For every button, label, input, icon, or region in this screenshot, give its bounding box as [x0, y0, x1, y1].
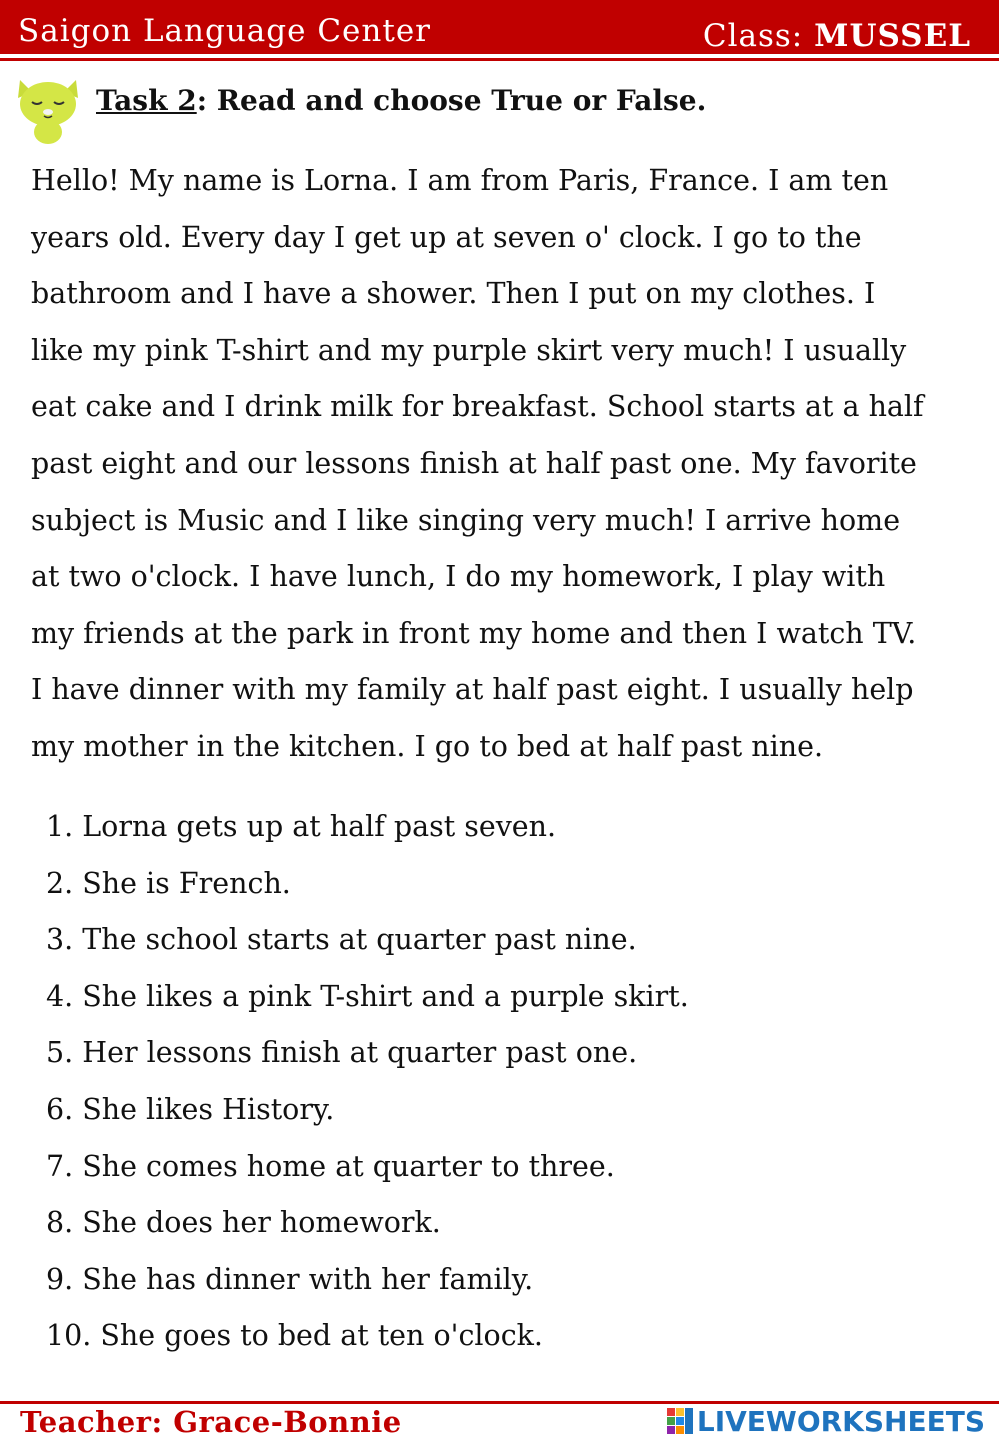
passage-line: eat cake and I drink milk for breakfast. School starts at a half: [31, 390, 924, 424]
class-value: MUSSEL: [814, 18, 971, 54]
question-item: 3. The school starts at quarter past nine.: [46, 923, 637, 957]
reading-passage: [31, 153, 991, 776]
question-item: 5. Her lessons finish at quarter past one.: [46, 1036, 638, 1070]
question-item: 9. She has dinner with her family.: [46, 1262, 534, 1296]
passage-line: Hello! My name is Lorna. I am from Paris, France. I am ten: [31, 164, 889, 197]
question-item: 10. She goes to bed at ten o'clock.: [46, 1319, 543, 1353]
task-instruction: : Read and choose True or False.: [196, 84, 707, 117]
passage-line: past eight and our lessons finish at half past one. My favorite: [31, 446, 917, 480]
question-item: 6. She likes History.: [46, 1092, 335, 1126]
liveworksheets-logo-icon: [667, 1408, 693, 1434]
liveworksheets-brand[interactable]: [667, 1405, 985, 1437]
question-item: 1. Lorna gets up at half past seven.: [46, 810, 557, 843]
passage-line: subject is Music and I like singing very much! I arrive home: [31, 503, 901, 537]
passage-line: bathroom and I have a shower. Then I put on my clothes. I: [31, 277, 876, 311]
header-bar: [0, 0, 999, 54]
passage-line: my mother in the kitchen. I go to bed at half past nine.: [31, 729, 824, 763]
cat-mascot-icon: [10, 70, 86, 146]
passage-line: my friends at the park in front my home and then I watch TV.: [31, 616, 917, 650]
header-divider: [0, 58, 999, 61]
center-name: Saigon Language Center: [18, 13, 431, 49]
question-item: 7. She comes home at quarter to three.: [46, 1149, 615, 1183]
class-info: [703, 18, 971, 54]
passage-line: at two o'clock. I have lunch, I do my homework, I play with: [31, 560, 886, 594]
question-item: 8. She does her homework.: [46, 1206, 441, 1240]
passage-line: like my pink T-shirt and my purple skirt very much! I usually: [31, 333, 907, 367]
task-title: [96, 84, 706, 117]
teacher-name: Teacher: Grace-Bonnie: [20, 1405, 402, 1439]
question-item: 4. She likes a pink T-shirt and a purple skirt.: [46, 979, 689, 1013]
brand-text: LIVEWORKSHEETS: [696, 1404, 985, 1438]
class-label: Class:: [702, 18, 804, 54]
passage-line: I have dinner with my family at half past eight. I usually help: [31, 673, 914, 707]
question-item: 2. She is French.: [46, 866, 291, 900]
passage-line: years old. Every day I get up at seven o' clock. I go to the: [31, 220, 862, 254]
question-list: [46, 799, 689, 1365]
task-number: Task 2: [96, 84, 197, 117]
